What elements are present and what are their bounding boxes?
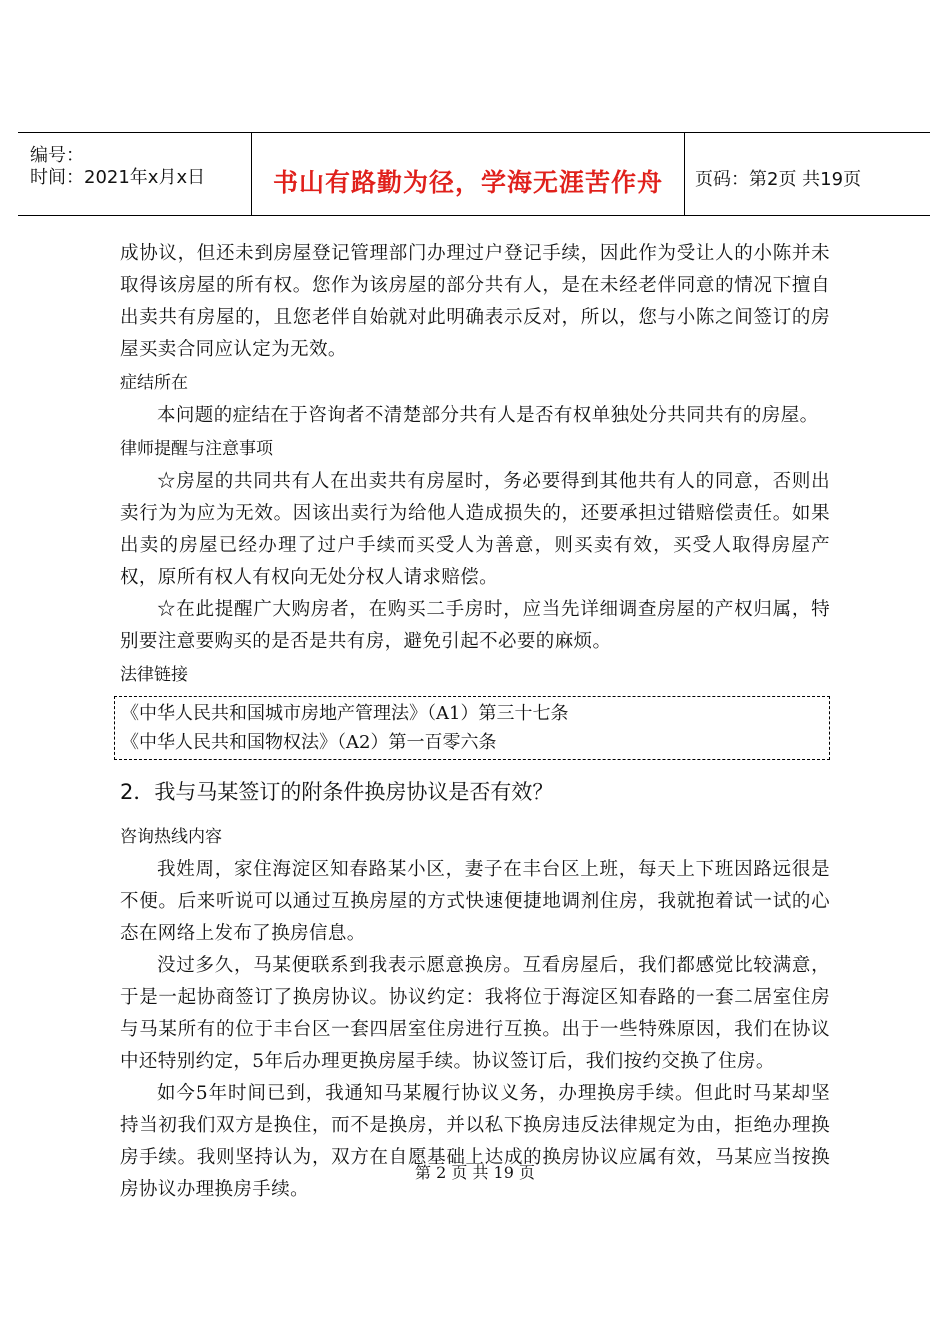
heading-legal-links: 法律链接 — [120, 665, 188, 685]
header-motto: 书山有路勤为径，学海无涯苦作舟 — [272, 168, 663, 197]
reminder-paragraph-1: ☆房屋的共同共有人在出卖共有房屋时，务必要得到其他共有人的同意，否则出卖行为为应为无效。因该出卖行为给他人造成损失的，还要承担过错赔偿责任。如果出卖的房屋已经办理了过户手续而买受人为善意，则买卖有效，买受人取得房屋产权，原所有权人有权向无处分权人请求赔偿。 — [120, 471, 830, 588]
legal-link-item: 《中华人民共和国城市房地产管理法》（A1）第三十七条 — [121, 703, 569, 724]
heading-hotline: 咨询热线内容 — [120, 827, 222, 847]
continued-paragraph: 成协议，但还未到房屋登记管理部门办理过户登记手续，因此作为受让人的小陈并未取得该房屋的所有权。您作为该房屋的部分共有人，是在未经老伴同意的情况下擅自出卖共有房屋的，且您老伴自始就对此明确表示反对，所以，您与小陈之间签订的房屋买卖合同应认定为无效。 — [120, 243, 830, 360]
date-label: 时间：2021年x月x日 — [30, 167, 206, 188]
number-label: 编号： — [30, 145, 84, 166]
legal-link-item: 《中华人民共和国物权法》（A2）第一百零六条 — [121, 732, 497, 753]
document-body — [120, 238, 830, 1206]
header-page-label: 页码：第2页 共19页 — [695, 169, 862, 190]
header-page-cell — [683, 133, 930, 215]
hotline-paragraph-3: 如今5年时间已到，我通知马某履行协议义务，办理换房手续。但此时马某却坚持当初我们双方是换住，而不是换房，并以私下换房违反法律规定为由，拒绝办理换房手续。我则坚持认为，双方在自愿基础上达成的换房协议应属有效，马某应当按换房协议办理换房手续。 — [120, 1083, 830, 1200]
reminder-paragraph-2: ☆在此提醒广大购房者，在购买二手房时，应当先详细调查房屋的产权归属，特别要注意要购买的是否是共有房，避免引起不必要的麻烦。 — [120, 599, 830, 652]
document-header — [18, 132, 930, 216]
crux-paragraph: 本问题的症结在于咨询者不清楚部分共有人是否有权单独处分共同共有的房屋。 — [157, 405, 819, 426]
heading-crux: 症结所在 — [120, 373, 188, 393]
hotline-paragraph-2: 没过多久，马某便联系到我表示愿意换房。互看房屋后，我们都感觉比较满意，于是一起协商签订了换房协议。协议约定：我将位于海淀区知春路的一套二居室住房与马某所有的位于丰台区一套四居室住房进行互换。出于一些特殊原因，我们在协议中还特别约定，5年后办理更换房屋手续。协议签订后，我们按约交换了住房。 — [120, 955, 830, 1072]
hotline-paragraph-1: 我姓周，家住海淀区知春路某小区，妻子在丰台区上班，每天上下班因路远很是不便。后来听说可以通过互换房屋的方式快速便捷地调剂住房，我就抱着试一试的心态在网络上发布了换房信息。 — [120, 859, 830, 944]
heading-reminder: 律师提醒与注意事项 — [120, 439, 273, 459]
page-footer: 第 2 页 共 19 页 — [415, 1163, 535, 1182]
legal-links-box — [114, 696, 830, 760]
question-title: 2．我与马某签订的附条件换房协议是否有效？ — [120, 780, 554, 804]
header-left-cell — [18, 133, 251, 215]
header-motto-cell — [251, 133, 685, 215]
